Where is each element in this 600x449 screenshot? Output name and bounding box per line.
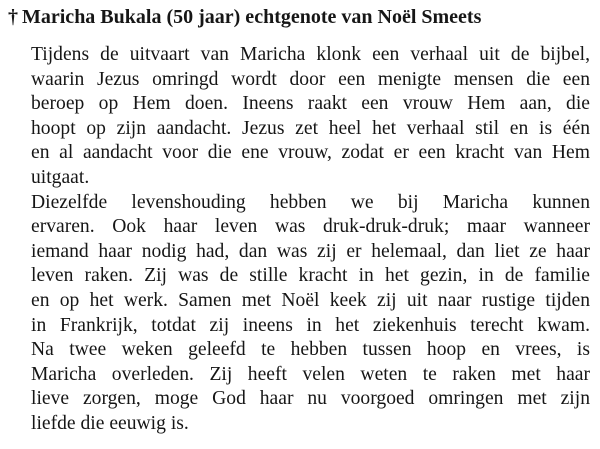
obituary-title: Maricha Bukala (50 jaar) echtgenote van Noël Smeets	[22, 6, 482, 28]
text-line: in Frankrijk, totdat zij ineens in het ziekenhuis terecht kwam.	[31, 314, 590, 336]
text-line: lieve zorgen, moge God haar nu voorgoed omringen met zijn	[31, 388, 590, 410]
text-line: en op het werk. Samen met Noël keek zij uit naar rustige tijden	[31, 289, 590, 311]
text-line: liefde die eeuwig is.	[31, 412, 189, 434]
text-line: en al aandacht voor die ene vrouw, zodat er een kracht van Hem	[31, 142, 590, 164]
cross-symbol: †	[8, 6, 18, 28]
text-line: leven raken. Zij was de stille kracht in het gezin, in de familie	[31, 265, 590, 287]
text-line: Maricha overleden. Zij heeft velen weten te raken met haar	[31, 363, 590, 385]
paragraph-2	[31, 191, 590, 437]
text-line: uitgaat.	[31, 166, 90, 188]
paragraph-1	[31, 43, 590, 191]
text-line: Tijdens de uitvaart van Maricha klonk een verhaal uit de bijbel,	[31, 44, 590, 65]
text-line: Na twee weken geleefd te hebben tussen hoop en vrees, is	[31, 339, 590, 361]
text-line: iemand haar nodig had, dan was zij er helemaal, dan liet ze haar	[31, 240, 590, 262]
text-line: ervaren. Ook haar leven was druk-druk-druk; maar wanneer	[31, 216, 590, 238]
text-line: Diezelfde levenshouding hebben we bij Maricha kunnen	[31, 191, 590, 213]
obituary-heading	[8, 4, 598, 30]
text-line: waarin Jezus omringd wordt door een menigte mensen die een	[31, 68, 590, 90]
text-line: beroep op Hem doen. Ineens raakt een vrouw Hem aan, die	[31, 93, 590, 115]
obituary-body	[31, 43, 590, 437]
text-line: hoopt op zijn aandacht. Jezus zet heel het verhaal stil en is één	[31, 117, 590, 139]
